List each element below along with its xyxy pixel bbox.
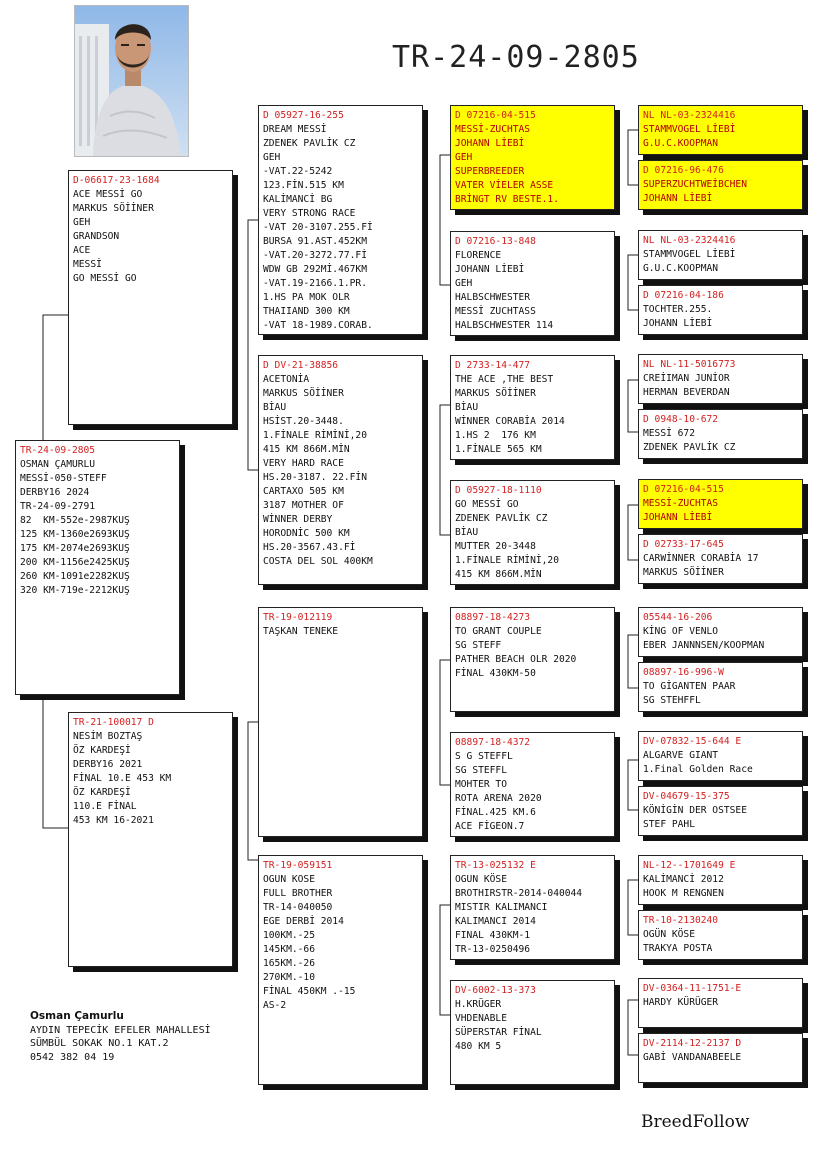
ring-number: TR-19-059151: [263, 860, 333, 871]
pedigree-line: GABİ VANDANABEELE: [643, 1052, 742, 1063]
pedigree-line: HOOK M RENGNEN: [643, 888, 724, 899]
ring-number: DV-2114-12-2137 D: [643, 1038, 742, 1049]
pedigree-card: [258, 355, 423, 585]
pedigree-line: JOHANN LİEBİ: [643, 193, 713, 204]
pedigree-line: OGUN KOSE: [263, 874, 315, 885]
pedigree-line: ACETONİA: [263, 374, 310, 385]
pedigree-line: CARTAXO 505 KM: [263, 486, 344, 497]
pedigree-line: ACE MESSİ GO: [73, 189, 143, 200]
pedigree-line: HERMAN BEVERDAN: [643, 387, 730, 398]
pedigree-line: MESSİ-ZUCHTAS: [455, 124, 531, 135]
pedigree-line: 82 KM-552e-2987KUŞ: [20, 515, 130, 526]
pedigree-line: G.U.C.KOOPMAN: [643, 138, 719, 149]
pedigree-line: KALİMANCİ BG: [263, 194, 333, 205]
pedigree-line: GO MESSİ GO: [73, 273, 137, 284]
pedigree-line: VERY HARD RACE: [263, 458, 344, 469]
pedigree-line: 100KM.-25: [263, 930, 315, 941]
pedigree-line: SG STEFF: [455, 640, 502, 651]
pedigree-line: BİAU: [455, 402, 479, 413]
pedigree-line: 110.E FİNAL: [73, 801, 137, 812]
pedigree-line: ZDENEK PAVLİK CZ: [643, 442, 736, 453]
pedigree-line: CREİIMAN JUNİOR: [643, 373, 730, 384]
page-title: TR-24-09-2805: [392, 40, 640, 75]
pedigree-line: S G STEFFL: [455, 751, 513, 762]
pedigree-line: -VAT 20-3107.255.Fİ: [263, 222, 373, 233]
pedigree-line: WİNNER DERBY: [263, 514, 333, 525]
pedigree-line: KALİMANCİ 2012: [643, 874, 724, 885]
pedigree-line: 1.HS 2 176 KM: [455, 430, 536, 441]
pedigree-line: PATHER BEACH OLR 2020: [455, 654, 577, 665]
owner-name: Osman Çamurlu: [30, 1010, 124, 1022]
pedigree-line: WİNNER CORABİA 2014: [455, 416, 565, 427]
ring-number: D 07216-04-515: [643, 484, 724, 495]
ring-number: D 05927-16-255: [263, 110, 344, 121]
pedigree-line: 1.HS PA MOK OLR: [263, 292, 350, 303]
pedigree-line: 145KM.-66: [263, 944, 315, 955]
pedigree-line: FINAL 430KM-1: [455, 930, 531, 941]
pedigree-line: FİNAL 430KM-50: [455, 668, 536, 679]
pedigree-line: SUPERZUCHTWEİBCHEN: [643, 179, 747, 190]
pedigree-line: JOHANN LİEBİ: [643, 318, 713, 329]
pedigree-line: -VAT 18-1989.CORAB.: [263, 320, 373, 331]
pedigree-card: [258, 105, 423, 335]
pedigree-card: [450, 732, 615, 837]
ring-number: DV-04679-15-375: [643, 791, 730, 802]
ring-number: NL NL-03-2324416: [643, 235, 736, 246]
pedigree-line: EBER JANNNSEN/KOOPMAN: [643, 640, 765, 651]
ring-number: DV-07832-15-644 E: [643, 736, 742, 747]
pedigree-line: TR-13-0250496: [455, 944, 531, 955]
pedigree-card: [68, 170, 233, 425]
pedigree-line: MESSİ 672: [643, 428, 695, 439]
ring-number: TR-19-012119: [263, 612, 333, 623]
pedigree-line: FİNAL.425 KM.6: [455, 807, 536, 818]
pedigree-line: -VAT.22-5242: [263, 166, 333, 177]
ring-number: TR-24-09-2805: [20, 445, 96, 456]
pedigree-line: COSTA DEL SOL 400KM: [263, 556, 373, 567]
pedigree-line: SUPERBREEDER: [455, 166, 525, 177]
pedigree-line: FİNAL 10.E 453 KM: [73, 773, 172, 784]
pedigree-line: DREAM MESSİ: [263, 124, 327, 135]
pedigree-card: [450, 480, 615, 585]
pedigree-line: GEH: [73, 217, 91, 228]
pedigree-line: WDW GB 292Mİ.467KM: [263, 264, 367, 275]
pedigree-line: 165KM.-26: [263, 958, 315, 969]
pedigree-line: 175 KM-2074e2693KUŞ: [20, 543, 130, 554]
pedigree-line: STAMMVOGEL LİEBİ: [643, 249, 736, 260]
pedigree-card: [638, 354, 803, 404]
pedigree-line: ZDENEK PAVLİK CZ: [263, 138, 356, 149]
pedigree-line: KİNG OF VENLO: [643, 626, 719, 637]
pedigree-line: FLORENCE: [455, 250, 502, 261]
pedigree-line: ALGARVE GIANT: [643, 750, 719, 761]
ring-number: D 07216-96-476: [643, 165, 724, 176]
ring-number: 08897-16-996-W: [643, 667, 724, 678]
pedigree-line: TOCHTER.255.: [643, 304, 713, 315]
owner-info: [30, 1010, 260, 1064]
pedigree-card: [638, 978, 803, 1028]
pedigree-card: [450, 231, 615, 336]
pedigree-line: TR-14-040050: [263, 902, 333, 913]
pedigree-line: VHDENABLE: [455, 1013, 507, 1024]
pedigree-line: HORODNİC 500 KM: [263, 528, 350, 539]
pedigree-card: [638, 105, 803, 155]
pedigree-line: 415 KM 866M.MİN: [263, 444, 350, 455]
pedigree-card: [450, 105, 615, 210]
pedigree-line: FULL BROTHER: [263, 888, 333, 899]
pedigree-line: GEH: [455, 278, 473, 289]
pedigree-line: DERBY16 2024: [20, 487, 90, 498]
pedigree-line: ACE: [73, 245, 91, 256]
pedigree-line: HS.20-3567.43.Fİ: [263, 542, 356, 553]
pedigree-line: ACE FİGEON.7: [455, 821, 525, 832]
ring-number: TR-21-100017 D: [73, 717, 154, 728]
pedigree-card: [638, 230, 803, 280]
pedigree-line: TO GİGANTEN PAAR: [643, 681, 736, 692]
pedigree-card: [258, 607, 423, 837]
pedigree-line: MESSİ-ZUCHTAS: [643, 498, 719, 509]
pedigree-line: 480 KM 5: [455, 1041, 502, 1052]
pedigree-line: BİAU: [263, 402, 287, 413]
pedigree-line: ÖZ KARDEŞİ: [73, 787, 131, 798]
pedigree-line: ÖZ KARDEŞİ: [73, 745, 131, 756]
pedigree-line: OGUN KÖSE: [455, 874, 507, 885]
ring-number: 05544-16-206: [643, 612, 713, 623]
pedigree-line: HALBSCHWESTER 114: [455, 320, 554, 331]
pedigree-line: NESİM BOZTAŞ: [73, 731, 143, 742]
pedigree-line: GRANDSON: [73, 231, 120, 242]
ring-number: DV-6002-13-373: [455, 985, 536, 996]
pedigree-line: HALBSCHWESTER: [455, 292, 531, 303]
pedigree-line: ZDENEK PAVLİK CZ: [455, 513, 548, 524]
pedigree-line: MARKUS SÖİİNER: [73, 203, 154, 214]
pedigree-card: [638, 1033, 803, 1083]
ring-number: D 07216-13-848: [455, 236, 536, 247]
pedigree-line: CARWİNNER CORABİA 17: [643, 553, 759, 564]
owner-address-line-2: SÜMBÜL SOKAK NO.1 KAT.2: [30, 1038, 169, 1049]
pedigree-line: MARKUS SÖİİNER: [263, 388, 344, 399]
owner-phone: 0542 382 04 19: [30, 1051, 115, 1063]
pedigree-line: MOHTER TO: [455, 779, 507, 790]
pedigree-card: [450, 855, 615, 960]
pedigree-line: OSMAN ÇAMURLU: [20, 459, 96, 470]
ring-number: NL NL-11-5016773: [643, 359, 736, 370]
pedigree-line: MESSİ ZUCHTASS: [455, 306, 536, 317]
pedigree-card: [638, 534, 803, 584]
pedigree-line: SÜPERSTAR FİNAL: [455, 1027, 542, 1038]
pedigree-line: BİAU: [455, 527, 479, 538]
pedigree-card: [638, 910, 803, 960]
pedigree-line: H.KRÜGER: [455, 999, 502, 1010]
pedigree-card: [638, 662, 803, 712]
pedigree-line: MESSİ: [73, 259, 102, 270]
ring-number: TR-13-025132 E: [455, 860, 536, 871]
pedigree-line: -VAT.19-2166.1.PR.: [263, 278, 367, 289]
owner-address-line-1: AYDIN TEPECİK EFELER MAHALLESİ: [30, 1024, 211, 1036]
pedigree-line: BURSA 91.AST.452KM: [263, 236, 367, 247]
pedigree-line: 270KM.-10: [263, 972, 315, 983]
pedigree-line: 3187 MOTHER OF: [263, 500, 344, 511]
pedigree-card: [638, 160, 803, 210]
ring-number: D 07216-04-186: [643, 290, 724, 301]
ring-number: D-06617-23-1684: [73, 175, 160, 186]
pedigree-card: [450, 607, 615, 712]
pedigree-line: MESSİ-050-STEFF: [20, 473, 107, 484]
pedigree-line: 125 KM-1360e2693KUŞ: [20, 529, 130, 540]
pedigree-card: [638, 786, 803, 836]
pedigree-line: TO GRANT COUPLE: [455, 626, 542, 637]
pedigree-line: GEH: [263, 152, 281, 163]
pedigree-line: MARKUS SÖİİNER: [455, 388, 536, 399]
pedigree-card: [638, 479, 803, 529]
ring-number: 08897-18-4372: [455, 737, 531, 748]
pedigree-line: 1.FİNALE RİMİNİ,20: [455, 555, 559, 566]
pedigree-line: STEF PAHL: [643, 819, 695, 830]
pedigree-line: VATER VİELER ASSE: [455, 180, 554, 191]
pedigree-line: ROTA ARENA 2020: [455, 793, 542, 804]
pedigree-line: JOHANN LİEBİ: [455, 264, 525, 275]
pedigree-line: 1.Final Golden Race: [643, 764, 753, 775]
pedigree-line: TR-24-09-2791: [20, 501, 96, 512]
pedigree-line: BROTHIRSTR-2014-040044: [455, 888, 583, 899]
pedigree-line: HS.20-3187. 22.FİN: [263, 472, 367, 483]
pedigree-line: JOHANN LİEBİ: [455, 138, 525, 149]
pedigree-line: VERY STRONG RACE: [263, 208, 356, 219]
pedigree-line: 123.FİN.515 KM: [263, 180, 344, 191]
pedigree-card: [638, 731, 803, 781]
pedigree-line: MARKUS SÖİİNER: [643, 567, 724, 578]
pedigree-line: MISTIR KALIMANCI: [455, 902, 548, 913]
pedigree-line: GEH: [455, 152, 473, 163]
pedigree-line: FİNAL 450KM .-15: [263, 986, 356, 997]
pedigree-line: SG STEHFFL: [643, 695, 701, 706]
ring-number: D 02733-17-645: [643, 539, 724, 550]
owner-photo: [74, 5, 189, 157]
pedigree-line: 1.FİNALE 565 KM: [455, 444, 542, 455]
pedigree-card: [15, 440, 180, 695]
pedigree-line: 415 KM 866M.MİN: [455, 569, 542, 580]
pedigree-line: AS-2: [263, 1000, 287, 1011]
pedigree-line: BRİNGT RV BESTE.1.: [455, 194, 559, 205]
pedigree-line: 1.FİNALE RİMİNİ,20: [263, 430, 367, 441]
pedigree-line: TAŞKAN TENEKE: [263, 626, 339, 637]
ring-number: NL-12--1701649 E: [643, 860, 736, 871]
pedigree-line: JOHANN LİEBİ: [643, 512, 713, 523]
ring-number: D 05927-18-1110: [455, 485, 542, 496]
pedigree-card: [450, 980, 615, 1085]
ring-number: 08897-18-4273: [455, 612, 531, 623]
pedigree-line: -VAT.20-3272.77.Fİ: [263, 250, 367, 261]
pedigree-line: 260 KM-1091e2282KUŞ: [20, 571, 130, 582]
pedigree-line: HARDY KÜRÜGER: [643, 997, 719, 1008]
pedigree-line: GO MESSİ GO: [455, 499, 519, 510]
ring-number: D DV-21-38856: [263, 360, 339, 371]
pedigree-line: 453 KM 16-2021: [73, 815, 154, 826]
pedigree-line: EGE DERBİ 2014: [263, 916, 344, 927]
pedigree-line: OGÜN KÖSE: [643, 929, 695, 940]
pedigree-line: STAMMVOGEL LİEBİ: [643, 124, 736, 135]
pedigree-card: [68, 712, 233, 967]
pedigree-line: G.U.C.KOOPMAN: [643, 263, 719, 274]
brand-logo: BreedFollow: [641, 1112, 750, 1132]
pedigree-card: [638, 285, 803, 335]
pedigree-line: 320 KM-719e-2212KUŞ: [20, 585, 130, 596]
pedigree-card: [450, 355, 615, 460]
pedigree-card: [638, 607, 803, 657]
pedigree-line: SG STEFFL: [455, 765, 507, 776]
pedigree-card: [638, 409, 803, 459]
pedigree-line: KALIMANCI 2014: [455, 916, 536, 927]
ring-number: D 0948-10-672: [643, 414, 719, 425]
pedigree-line: HSİST.20-3448.: [263, 416, 344, 427]
pedigree-line: TRAKYA POSTA: [643, 943, 713, 954]
pedigree-line: DERBY16 2021: [73, 759, 143, 770]
pedigree-line: MUTTER 20-3448: [455, 541, 536, 552]
ring-number: DV-0364-11-1751-E: [643, 983, 742, 994]
pedigree-line: THE ACE ,THE BEST: [455, 374, 554, 385]
person-photo-icon: [75, 6, 188, 156]
ring-number: D 07216-04-515: [455, 110, 536, 121]
pedigree-line: 200 KM-1156e2425KUŞ: [20, 557, 130, 568]
pedigree-line: THAIIAND 300 KM: [263, 306, 350, 317]
pedigree-card: [638, 855, 803, 905]
ring-number: TR-10-2130240: [643, 915, 719, 926]
pedigree-card: [258, 855, 423, 1085]
ring-number: D 2733-14-477: [455, 360, 531, 371]
pedigree-line: KÖNİGİN DER OSTSEE: [643, 805, 747, 816]
ring-number: NL NL-03-2324416: [643, 110, 736, 121]
